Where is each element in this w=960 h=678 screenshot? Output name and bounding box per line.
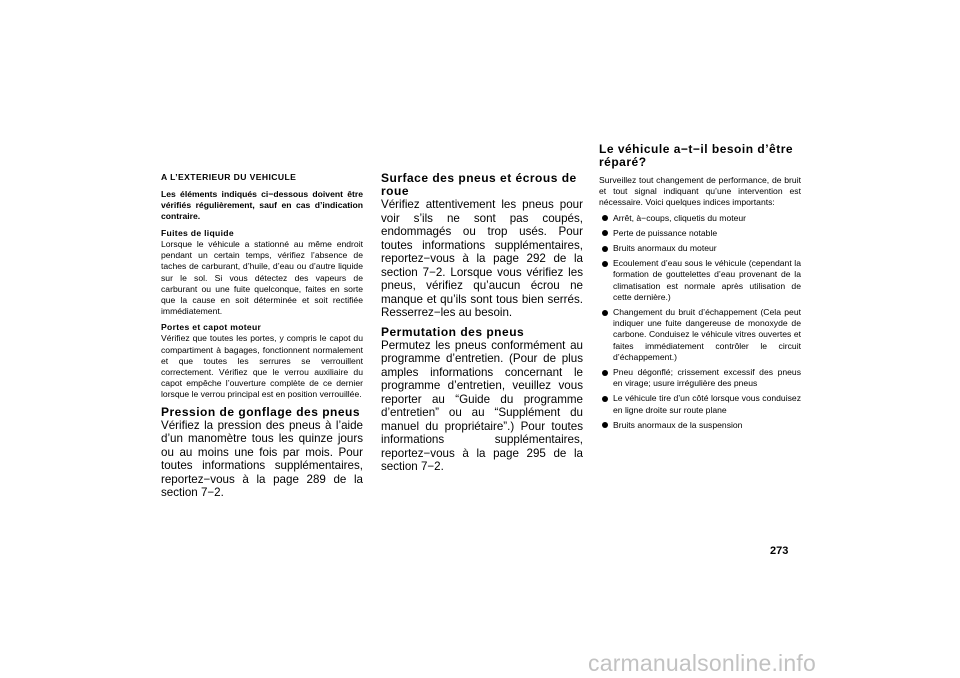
list-item [599,243,801,254]
doors-hood-block [161,322,363,400]
bullet-icon [602,370,608,376]
tire-rotation-heading: Permutation des pneus [381,324,525,339]
repair-signs-list [599,213,801,431]
repair-intro: Surveillez tout changement de performance, de bruit et tout signal indiquant qu’une intervention est nécessaire. Voici quelques indices importants: [599,175,801,208]
list-item [599,228,801,239]
list-item [599,307,801,363]
list-item-text: Ecoulement d’eau sous le véhicule (cependant la formation de gouttelettes d’eau provenant de la climatisation est normale après utilisation de cette dernière.) [613,258,801,302]
fluid-leaks-heading: Fuites de liquide [161,228,234,238]
bullet-icon [602,422,608,428]
list-item-text: Arrêt, à−coups, cliquetis du moteur [613,212,747,223]
bullet-icon [602,246,608,252]
tire-pressure-body: Vérifiez la pression des pneus à l’aide d’un manomètre tous les quinze jours ou au moins une fois par mois. Pour toutes informations supplémentaires, reportez−vous à la page 289 de la section 7−2. [161,418,363,500]
list-item [599,420,801,431]
tire-pressure-block [161,406,363,500]
list-item-text: Le véhicule tire d’un côté lorsque vous conduisez en ligne droite sur route plane [613,393,801,415]
bullet-icon [602,310,608,316]
repair-heading: Le véhicule a−t−il besoin d’être réparé? [599,142,794,169]
list-item [599,393,801,415]
list-item-text: Perte de puissance notable [613,227,718,238]
list-item-text: Bruits anormaux de la suspension [613,419,743,430]
tire-surface-body: Vérifiez attentivement les pneus pour voir s’ils ne sont pas coupés, endommagés ou trop usés. Pour toutes informations supplémentaires, reportez−vous à la page 292 de la section 7−2. Lorsque vous vérifiez les pneus, vérifiez qu’aucun écrou ne manque et qu’ils sont tous bien serrés. Resserrez−les au besoin. [381,198,583,319]
column-exterior-checks [161,172,363,506]
list-item-text: Changement du bruit d’échappement (Cela peut indiquer une fuite dangereuse de monoxyde de carbone. Conduisez le véhicule vitres ouvertes et faites immédiatement contrôler le circuit d’échappement.) [613,307,801,362]
fluid-leaks-block [161,228,363,317]
bullet-icon [602,261,608,267]
bullet-icon [602,215,608,221]
list-item [599,258,801,303]
list-item-text: Pneu dégonflé; crissement excessif des pneus en virage; usure irrégulière des pneus [613,367,801,389]
section-intro: Les éléments indiqués ci−dessous doivent être vérifiés régulièrement, sauf en cas d’indication contraire. [161,189,363,221]
site-watermark: carmanualsonline.info [588,650,816,676]
page-number: 273 [770,545,789,557]
tire-rotation-block [381,326,583,474]
tire-surface-block [381,172,583,320]
list-item-text: Bruits anormaux du moteur [613,243,717,254]
tire-surface-heading: Surface des pneus et écrous de roue [381,171,577,198]
tire-rotation-body: Permutez les pneus conformément au programme d’entretien. (Pour de plus amples informations concernant le programme d’entretien, veuillez vous reporter au “Guide du programme d’entretien” ou au “Supplément du manuel du propriétaire”.) Pour toutes informations supplémentaires, reportez−vous à la page 295 de la section 7−2. [381,338,583,473]
bullet-icon [602,230,608,236]
doors-hood-heading: Portes et capot moteur [161,322,262,333]
list-item [599,367,801,389]
bullet-icon [602,396,608,402]
section-title: A L’EXTERIEUR DU VEHICULE [161,172,297,182]
column-tires [381,172,583,480]
list-item [599,213,801,224]
doors-hood-body: Vérifiez que toutes les portes, y compris le capot du compartiment à bagages, fonctionnent normalement et que toutes les serrures se verrouillent correctement. Vérifiez que le verrou auxiliaire du capot empêche l’ouverture complète de ce dernier lorsque le verrou principal est en position verrouillée. [161,333,363,400]
column-repair-signs [599,143,801,435]
fluid-leaks-body: Lorsque le véhicule a stationné au même endroit pendant un certain temps, vérifiez l’absence de taches de carburant, d’huile, d’eau ou d’autre liquide sur le sol. Si vous détectez des vapeurs de carburant ou une fuite quelconque, faites en sorte que la cause en soit déterminée et soit rectifiée immédiatement. [161,239,363,317]
tire-pressure-heading: Pression de gonflage des pneus [161,404,361,419]
